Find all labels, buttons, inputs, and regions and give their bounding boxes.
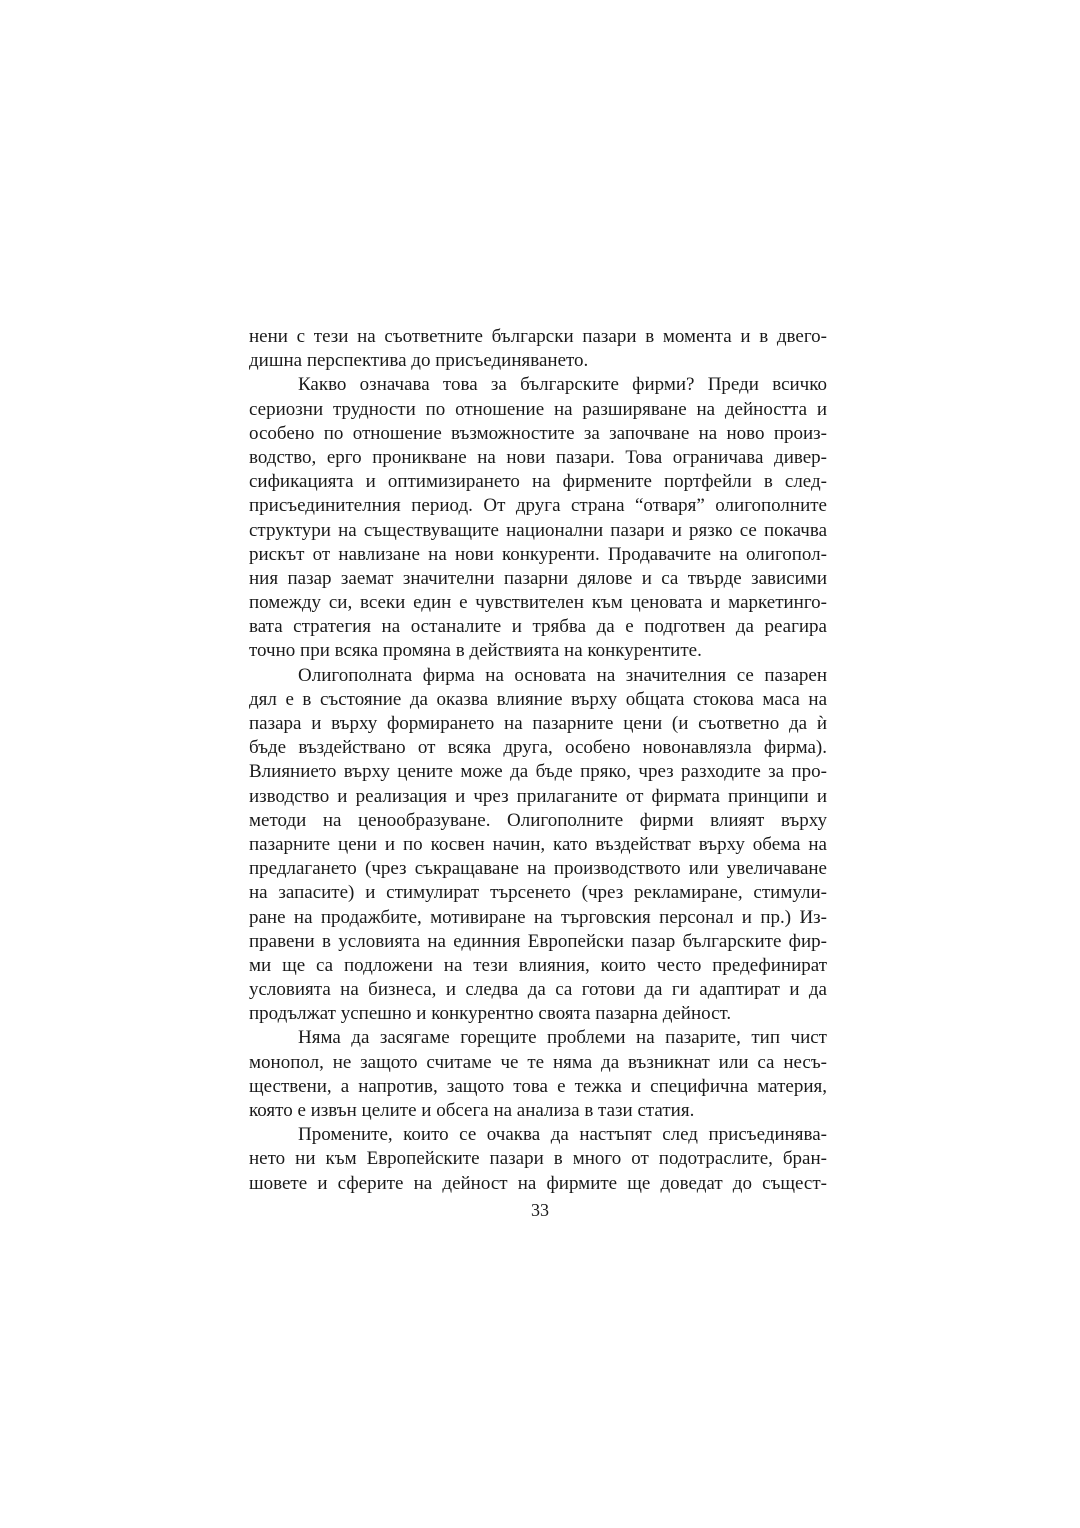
text-line: сификацията и оптимизирането на фирмените портфейли в след- xyxy=(249,471,827,493)
text-line: шовете и сферите на дейност на фирмите ще доведат до същест- xyxy=(249,1172,827,1194)
text-line: нени с тези на съответните български пазари в момента и в двего- xyxy=(249,326,827,347)
text-line: ществени, а напротив, защото това е тежка и специфична материя, xyxy=(249,1075,827,1097)
text-line: точно при всяка промяна в действията на конкурентите. xyxy=(249,640,702,662)
text-line: предлагането (чрез съкращаване на производството или увеличаване xyxy=(249,858,827,880)
text-line: Олигополната фирма на основата на значителния се пазарен xyxy=(298,664,827,686)
text-line: Промените, които се очаква да настъпят след присъединява- xyxy=(298,1124,827,1146)
text-line: дял е в състояние да оказва влияние върху общата стокова маса на xyxy=(249,688,827,710)
text-line: условията на бизнеса, и следва да са готови да ги адаптират и да xyxy=(249,979,827,1001)
text-line: вата стратегия на останалите и трябва да е подготвен да реагира xyxy=(249,616,827,638)
body-text xyxy=(249,325,827,1196)
text-line: ния пазар заемат значителни пазарни дялове и са твърде зависими xyxy=(249,567,827,589)
text-line: бъде въздействано от всяка друга, особено новонавлязла фирма). xyxy=(249,737,827,759)
text-line: рискът от навлизане на нови конкуренти. Продавачите на олигопол- xyxy=(249,543,827,565)
text-line: Влиянието върху цените може да бъде пряко, чрез разходите за про- xyxy=(249,761,827,783)
text-line: Няма да засягаме горещите проблеми на пазарите, тип чист xyxy=(298,1027,827,1049)
text-line: Какво означава това за българските фирми? Преди всичко xyxy=(298,374,827,396)
text-line: методи на ценообразуване. Олигополните фирми влияят върху xyxy=(249,809,827,831)
text-line: която е извън целите и обсега на анализа в тази статия. xyxy=(249,1100,695,1121)
text-line: нето ни към Европейските пазари в много от подотраслите, бран- xyxy=(249,1148,827,1170)
text-line: водство, ерго проникване на нови пазари. Това ограничава дивер- xyxy=(249,446,827,468)
text-line: пазара и върху формирането на пазарните цени (и съответно да ѝ xyxy=(249,713,827,734)
text-line: присъединителния период. От друга страна “отваря” олигополните xyxy=(249,495,827,517)
text-line: изводство и реализация и чрез прилаганите от фирмата принципи и xyxy=(249,785,827,807)
text-line: сериозни трудности по отношение на разширяване на дейността и xyxy=(249,398,827,420)
text-line: пазарните цени и по косвен начин, като въздействат върху обема на xyxy=(249,833,827,855)
text-line: дишна перспектива до присъединяването. xyxy=(249,350,589,372)
text-line: на запасите) и стимулират търсенето (чрез рекламиране, стимули- xyxy=(249,882,827,904)
text-line: особено по отношение възможностите за започване на ново произ- xyxy=(249,422,827,444)
text-line: ране на продажбите, мотивиране на търговския персонал и пр.) Из- xyxy=(249,906,827,928)
text-line: продължат успешно и конкурентно своята пазарна дейност. xyxy=(249,1003,732,1025)
page-number: 33 xyxy=(531,1200,549,1220)
text-line: структури на съществуващите национални пазари и рязко се покачва xyxy=(249,519,827,541)
text-line: ми ще са подложени на тези влияния, които често предефинират xyxy=(249,954,827,976)
text-line: монопол, не защото считаме че те няма да възникнат или са несъ- xyxy=(249,1051,827,1073)
text-line: правени в условията на единния Европейски пазар българските фир- xyxy=(249,930,827,952)
text-line: помежду си, всеки един е чувствителен към ценовата и маркетинго- xyxy=(249,592,827,614)
